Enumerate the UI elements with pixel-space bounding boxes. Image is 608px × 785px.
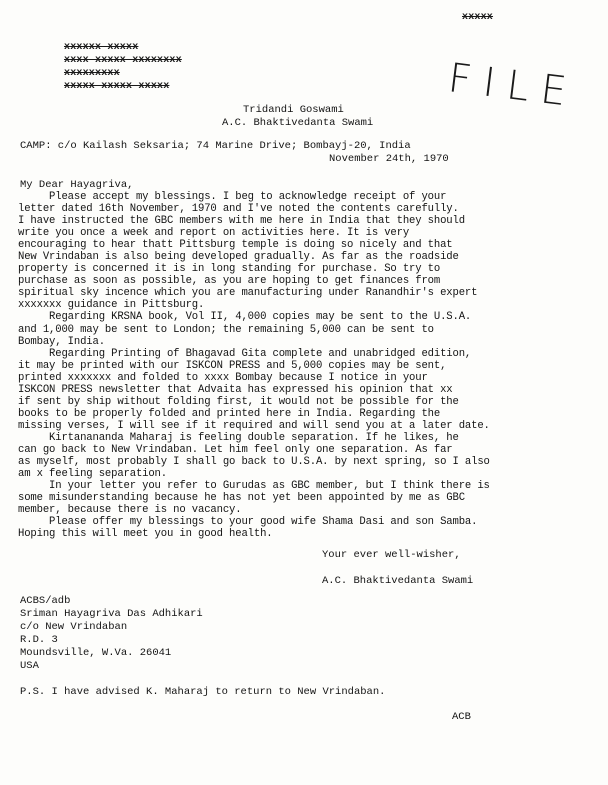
body-line: Regarding KRSNA book, Vol II, 4,000 copies may be sent to the U.S.A. [18, 311, 472, 324]
letter-date: November 24th, 1970 [329, 153, 449, 165]
body-line: am x feeling separation. [18, 468, 167, 481]
struck-header-line-2: xxxx xxxxx xxxxxxxx [64, 55, 182, 66]
body-line: letter dated 16th November, 1970 and I've noted the contents carefully. [18, 203, 459, 216]
body-line: member, because there is no vacancy. [18, 504, 242, 517]
struck-header-line-3: xxxxxxxxx [64, 68, 120, 79]
body-line: some misunderstanding because he has not yet been appointed by me as GBC [18, 492, 465, 505]
body-line: if sent by ship without folding first, it would not be possible for the [18, 395, 459, 408]
recipient-line-2: c/o New Vrindaban [20, 621, 128, 633]
reference-initials: ACBS/adb [20, 595, 71, 607]
body-line: I have instructed the GBC members with me here in India that they should [18, 215, 465, 228]
body-line: Hoping this will meet you in good health. [18, 528, 273, 541]
postscript: P.S. I have advised K. Maharaj to return to New Vrindaban. [20, 686, 386, 698]
closing-initials: ACB [452, 711, 471, 723]
sender-title: Tridandi Goswami [243, 104, 344, 116]
body-line: spiritual sky incence which you are manufacturing under Ranandhir's expert [18, 287, 478, 300]
body-line: missing verses, I will see if it required and will send you at a later date. [18, 419, 490, 432]
body-line: as myself, most probably I shall go back to U.S.A. by next spring, so I also [18, 456, 490, 469]
body-line: printed xxxxxxx and folded to xxxx Bombay because I notice in your [18, 371, 428, 384]
body-line: it may be printed with our ISKCON PRESS and 5,000 copies may be sent, [18, 359, 447, 372]
body-line: Kirtanananda Maharaj is feeling double separation. If he likes, he [18, 431, 459, 444]
letter-body [18, 191, 490, 540]
body-line: New Vrindaban is also being developed gradually. As far as the roadside [18, 251, 459, 264]
body-line: Regarding Printing of Bhagavad Gita complete and unabridged edition, [18, 347, 472, 360]
recipient-line-3: R.D. 3 [20, 634, 58, 646]
sender-name: A.C. Bhaktivedanta Swami [222, 117, 374, 129]
body-line: In your letter you refer to Gurudas as GBC member, but I think there is [18, 480, 490, 493]
recipient-line-1: Sriman Hayagriva Das Adhikari [20, 608, 203, 620]
body-line: Bombay, India. [18, 335, 105, 348]
camp-address: CAMP: c/o Kailash Seksaria; 74 Marine Drive; Bombayj-20, India [20, 140, 411, 152]
body-line: encouraging to hear thatt Pittsburg temple is doing so nicely and that [18, 239, 453, 252]
struck-header-line-4: xxxxx xxxxx xxxxx [64, 81, 170, 92]
signature-name: A.C. Bhaktivedanta Swami [322, 575, 474, 587]
corner-struck-text: xxxxx [462, 12, 494, 23]
body-line: property is concerned it is in long standing for purchase. So try to [18, 263, 441, 276]
body-line: Please accept my blessings. I beg to acknowledge receipt of your [18, 191, 447, 203]
body-line: books to be properly folded and printed here in India. Regarding the [18, 407, 441, 420]
recipient-line-4: Moundsville, W.Va. 26041 [20, 647, 172, 659]
struck-header-line-1: xxxxxx xxxxx [64, 42, 139, 53]
file-stamp-text: FILE [445, 55, 581, 117]
file-stamp [444, 55, 600, 133]
closing: Your ever well-wisher, [322, 549, 461, 561]
recipient-line-5: USA [20, 660, 39, 672]
body-line: xxxxxxx guidance in Pittsburg. [18, 299, 205, 312]
salutation: My Dear Hayagriva, [20, 179, 134, 191]
body-line: write you once a week and report on activities here. It is very [18, 227, 410, 240]
body-line: purchase as soon as possible, as you are hoping to get finances from [18, 275, 441, 288]
body-line: and 1,000 may be sent to London; the remaining 5,000 can be sent to [18, 323, 434, 336]
body-line: Please offer my blessings to your good wife Shama Dasi and son Samba. [18, 516, 478, 529]
body-line: can go back to New Vrindaban. Let him feel only one separation. As far [18, 443, 453, 456]
body-line: ISKCON PRESS newsletter that Advaita has expressed his opinion that xx [18, 383, 453, 396]
